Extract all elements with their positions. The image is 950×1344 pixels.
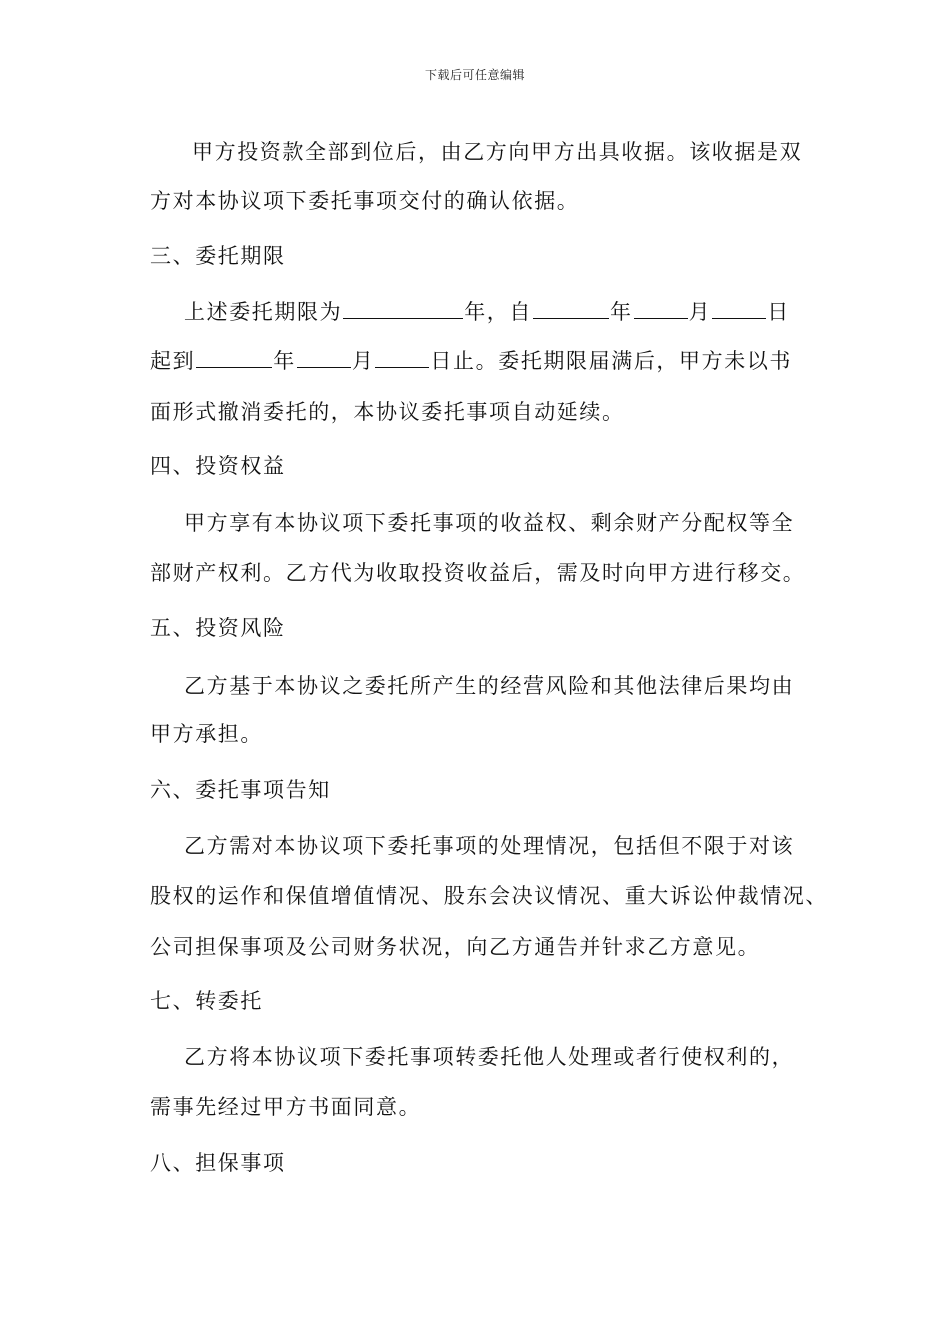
paragraph-line: 部财产权利。乙方代为收取投资收益后，需及时向甲方进行移交。 (150, 561, 806, 585)
paragraph-line: 甲方投资款全部到位后，由乙方向甲方出具收据。该收据是双 (192, 140, 803, 164)
paragraph-line: 乙方需对本协议项下委托事项的处理情况，包括但不限于对该 (184, 834, 795, 858)
text-segment: 月 (351, 349, 375, 373)
text-segment: 年 (273, 349, 296, 373)
paragraph-line: 方对本协议项下委托事项交付的确认依据。 (150, 189, 580, 213)
term-line-2 (150, 347, 792, 375)
paragraph-line: 乙方基于本协议之委托所产生的经营风险和其他法律后果均由 (184, 674, 795, 698)
paragraph-line: 甲方承担。 (150, 722, 263, 746)
fill-in-blank-start-month[interactable] (634, 298, 688, 319)
section-heading-guarantee: 八、担保事项 (150, 1151, 286, 1175)
text-segment: 月 (688, 300, 712, 324)
fill-in-blank-end-year[interactable] (196, 347, 272, 368)
paragraph-line: 公司担保事项及公司财务状况，向乙方通告并针求乙方意见。 (150, 935, 761, 959)
section-heading-risk: 五、投资风险 (150, 616, 286, 640)
fill-in-blank-end-day[interactable] (375, 347, 429, 368)
text-segment: 日止。委托期限届满后，甲方未以书 (430, 349, 793, 373)
paragraph-line: 需事先经过甲方书面同意。 (150, 1095, 422, 1119)
section-heading-term: 三、委托期限 (150, 244, 286, 268)
page-header: 下载后可任意编辑 (424, 68, 525, 82)
paragraph-line: 乙方将本协议项下委托事项转委托他人处理或者行使权利的， (184, 1045, 795, 1069)
paragraph-line: 面形式撤消委托的，本协议委托事项自动延续。 (150, 400, 625, 424)
paragraph-line: 甲方享有本协议项下委托事项的收益权、剩余财产分配权等全 (184, 511, 795, 535)
section-heading-subdelegation: 七、转委托 (150, 989, 263, 1013)
text-segment: 年，自 (464, 300, 533, 324)
paragraph-line: 股权的运作和保值增值情况、股东会决议情况、重大诉讼仲裁情况、 (150, 884, 828, 908)
fill-in-blank-years[interactable] (343, 298, 463, 319)
text-segment: 日 (767, 300, 790, 324)
fill-in-blank-start-year[interactable] (533, 298, 609, 319)
fill-in-blank-end-month[interactable] (297, 347, 351, 368)
term-line-1 (184, 298, 790, 326)
text-segment: 起到 (150, 349, 196, 373)
fill-in-blank-start-day[interactable] (712, 298, 766, 319)
text-segment: 年 (610, 300, 633, 324)
section-heading-rights: 四、投资权益 (150, 454, 286, 478)
text-segment: 上述委托期限为 (184, 300, 343, 324)
section-heading-notice: 六、委托事项告知 (150, 778, 331, 802)
